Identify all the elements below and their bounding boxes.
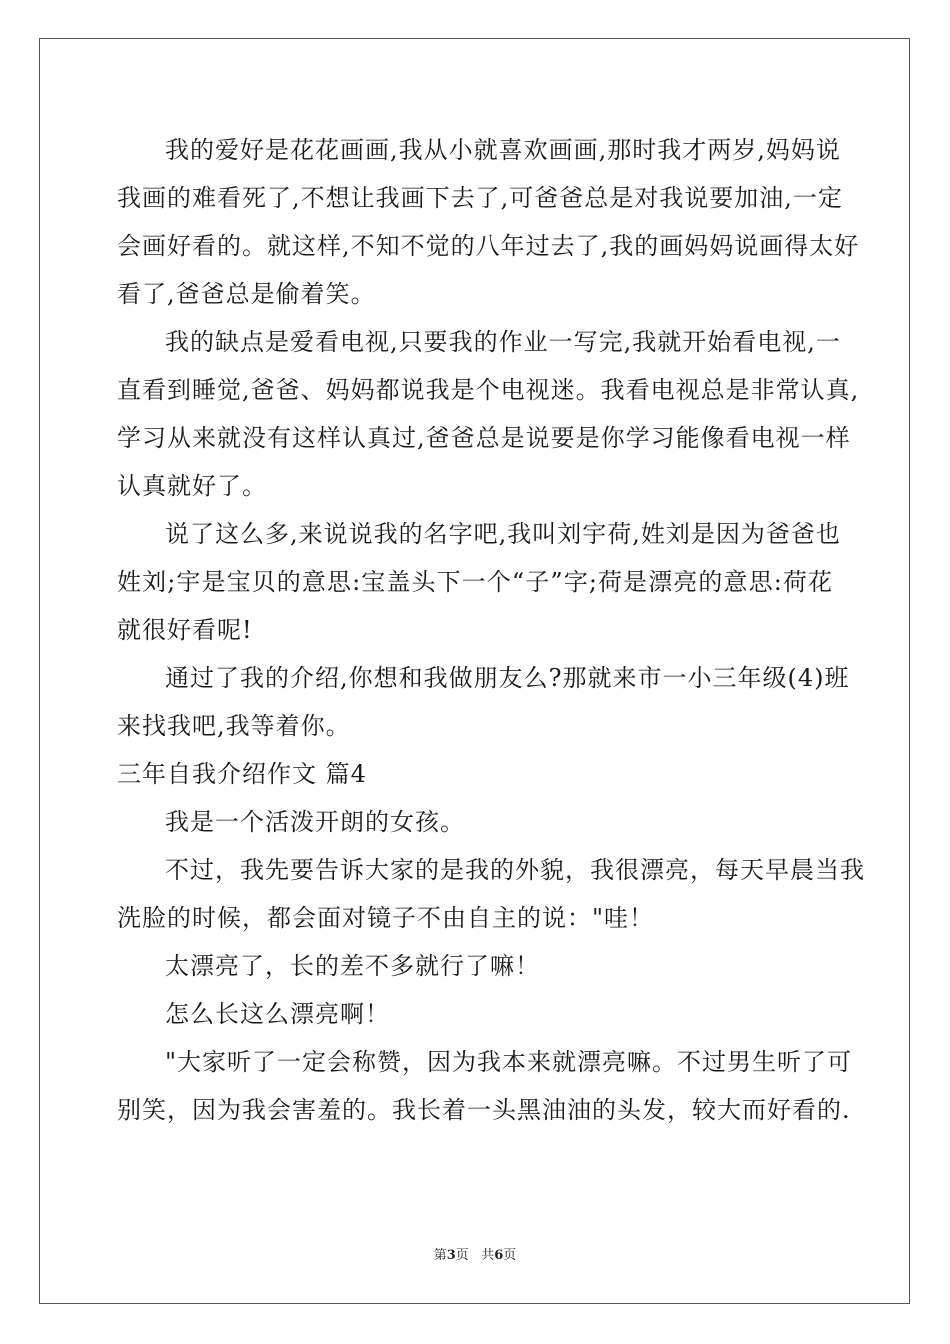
text-line: 会画好看的。就这样,不知不觉的八年过去了,我的画妈妈说画得太好 bbox=[117, 232, 860, 260]
total-prefix: 共 bbox=[481, 1248, 495, 1263]
text-line: 学习从来就没有这样认真过,爸爸总是说要是你学习能像看电视一样 bbox=[117, 424, 851, 452]
text-line: 说了这么多,来说说我的名字吧,我叫刘宇荷,姓刘是因为爸爸也 bbox=[165, 520, 841, 548]
text-line: 别笑，因为我会害羞的。我长着一头黑油油的头发，较大而好看的. bbox=[117, 1096, 851, 1124]
page-prefix: 第 bbox=[433, 1248, 447, 1263]
section-heading: 三年自我介绍作文 篇4 bbox=[117, 760, 367, 788]
text-line: 通过了我的介绍,你想和我做朋友么?那就来市一小三年级(4)班 bbox=[165, 664, 850, 692]
text-line: 太漂亮了，长的差不多就行了嘛！ bbox=[165, 952, 540, 980]
text-line: 我画的难看死了,不想让我画下去了,可爸爸总是对我说要加油,一定 bbox=[117, 184, 843, 212]
text-line: 直看到睡觉,爸爸、妈妈都说我是个电视迷。我看电视总是非常认真, bbox=[117, 376, 860, 404]
text-line: "大家听了一定会称赞，因为我本来就漂亮嘛。不过男生听了可 bbox=[165, 1048, 853, 1076]
text-line: 怎么长这么漂亮啊！ bbox=[165, 1000, 390, 1028]
page-footer bbox=[0, 1246, 950, 1266]
text-line: 我的缺点是爱看电视,只要我的作业一写完,我就开始看电视,一 bbox=[165, 328, 841, 356]
text-line: 姓刘;宇是宝贝的意思:宝盖头下一个“子”字;荷是漂亮的意思:荷花 bbox=[117, 568, 833, 596]
text-line: 认真就好了。 bbox=[117, 472, 267, 500]
text-line: 不过，我先要告诉大家的是我的外貌，我很漂亮，每天早晨当我 bbox=[165, 856, 865, 884]
text-line: 就很好看呢! bbox=[117, 616, 253, 644]
text-line: 洗脸的时候，都会面对镜子不由自主的说："哇！ bbox=[117, 904, 655, 932]
text-line: 来找我吧,我等着你。 bbox=[117, 712, 351, 740]
total-pages: 6 bbox=[494, 1248, 504, 1263]
text-line: 我是一个活泼开朗的女孩。 bbox=[165, 808, 465, 836]
page-suffix: 页 bbox=[455, 1248, 469, 1263]
page-number: 3 bbox=[446, 1248, 456, 1263]
total-suffix: 页 bbox=[503, 1248, 517, 1263]
text-line: 看了,爸爸总是偷着笑。 bbox=[117, 280, 376, 308]
text-line: 我的爱好是花花画画,我从小就喜欢画画,那时我才两岁,妈妈说 bbox=[165, 136, 841, 164]
